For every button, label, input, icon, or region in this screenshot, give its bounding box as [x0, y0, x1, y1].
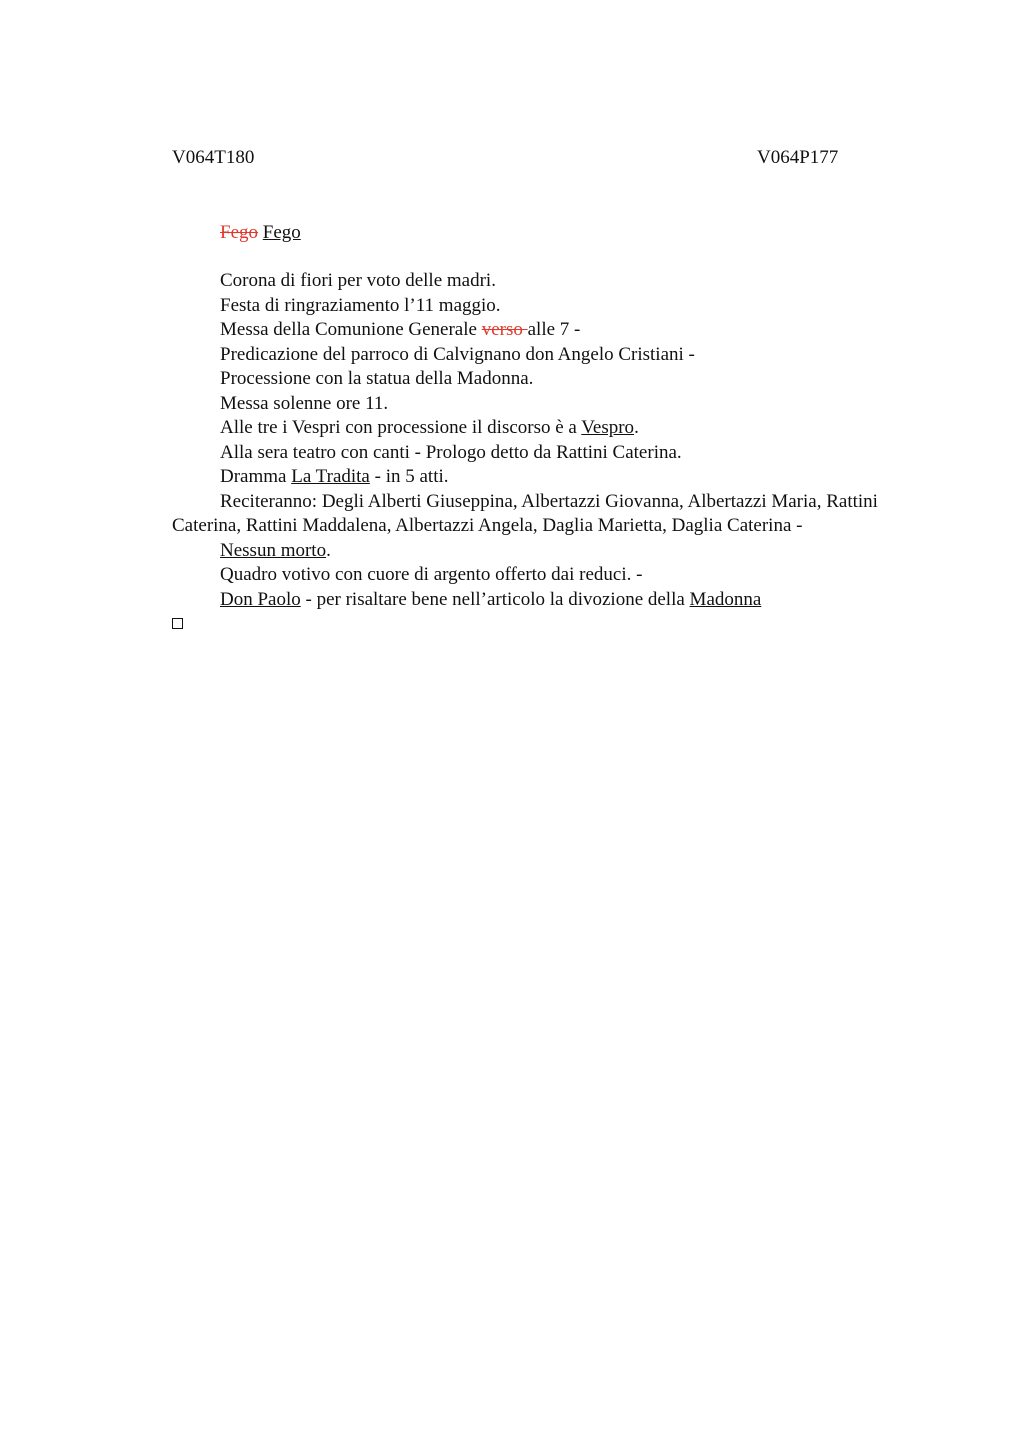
document-code-left: V064T180: [172, 147, 255, 168]
underlined-nessun-morto: Nessun morto: [220, 539, 327, 561]
text-line-9: [172, 465, 884, 490]
text-line-11-end: .: [326, 539, 331, 561]
title-inserted-text: Fego: [262, 222, 301, 243]
text-line-13-middle: - per risaltare bene nell’articolo la divozione della: [300, 588, 690, 610]
text-line-8: Alla sera teatro con canti - Prologo detto da Rattini Caterina.: [220, 441, 682, 463]
text-line-6: Messa solenne ore 11.: [220, 392, 389, 414]
document-title: [220, 222, 301, 244]
end-of-document-box-icon: [172, 612, 884, 637]
text-line-4: Predicazione del parroco di Calvignano don Angelo Cristiani -: [220, 343, 695, 365]
text-line-1: Corona di fiori per voto delle madri.: [220, 270, 496, 291]
document-code-right: V064P177: [757, 147, 839, 168]
text-line-7: [172, 416, 884, 441]
underlined-madonna: Madonna: [689, 588, 762, 610]
text-line-5: Processione con la statua della Madonna.: [220, 368, 534, 389]
text-line-9-end: - in 5 atti.: [369, 466, 449, 487]
deleted-word: verso: [481, 319, 528, 340]
text-line-13: [172, 588, 884, 613]
text-line-10-cast-list: Reciteranno: Degli Alberti Giuseppina, Albertazzi Giovanna, Albertazzi Maria, Rattini Caterina, Rattini Maddalena, Albertazzi Angela, Daglia Marietta, Daglia Caterina -: [172, 490, 878, 536]
document-body: [172, 269, 884, 637]
text-line-2: Festa di ringraziamento l’11 maggio.: [220, 294, 501, 316]
title-deleted-text: Fego: [220, 222, 258, 243]
text-line-9-start: Dramma: [220, 466, 292, 487]
underlined-vespro: Vespro: [581, 417, 635, 438]
text-line-11: [172, 539, 884, 564]
text-line-3-start: Messa della Comunione Generale: [220, 319, 482, 340]
underlined-play-title: La Tradita: [291, 466, 370, 487]
underlined-don-paolo: Don Paolo: [220, 588, 301, 610]
text-line-7-end: .: [634, 417, 639, 438]
square-icon: [172, 618, 183, 629]
text-line-3-end: alle 7 -: [527, 319, 581, 340]
text-line-12: Quadro votivo con cuore di argento offerto dai reduci. -: [220, 564, 643, 585]
text-line-7-start: Alle tre i Vespri con processione il discorso è a: [220, 417, 582, 438]
text-line-3: [172, 318, 884, 343]
